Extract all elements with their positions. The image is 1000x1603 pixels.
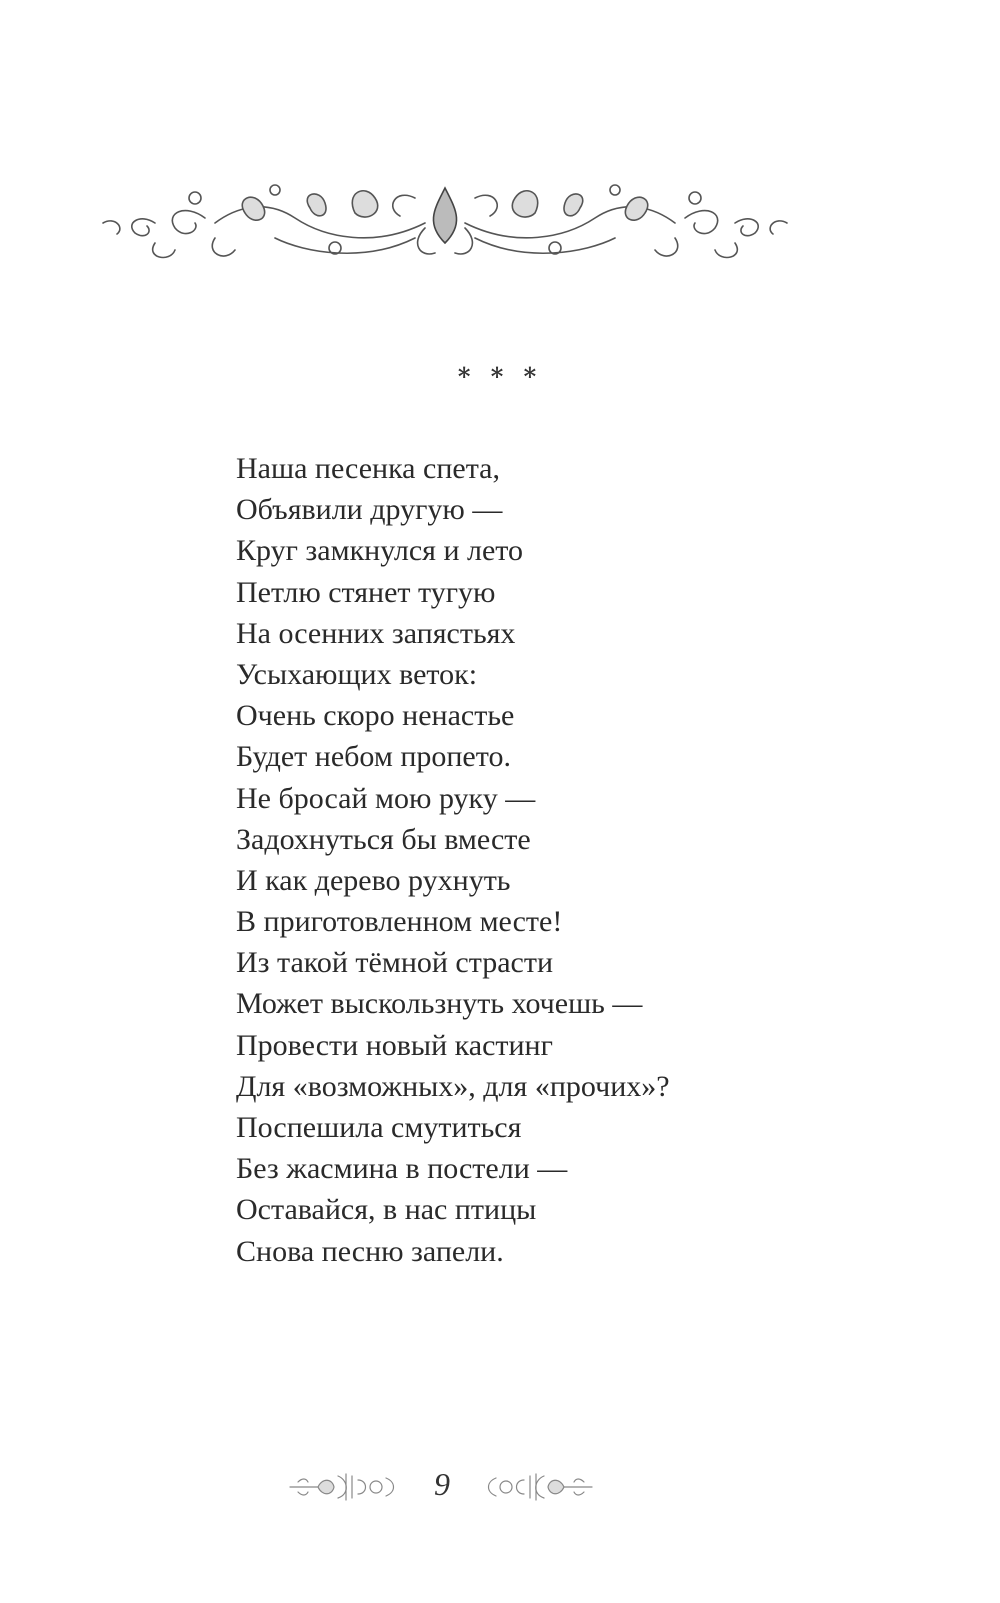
poem-line: В приготовленном месте! [236, 905, 563, 939]
poem-line: Не бросай мою руку — [236, 781, 536, 815]
poem-line: Может выскользнуть хочешь — [236, 987, 643, 1021]
floral-ornament-icon [95, 168, 795, 278]
page-number: 9 [434, 1466, 450, 1502]
poem-line: Провести новый кастинг [236, 1028, 553, 1062]
poem-line: Усыхающих веток: [236, 657, 478, 691]
footer-ornament-right-icon [484, 1470, 594, 1504]
poem-line: Снова песню запели. [236, 1234, 504, 1268]
poem-line: Круг замкнулся и лето [236, 534, 524, 568]
poem-line: Задохнуться бы вместе [236, 822, 531, 856]
footer-ornament-left-icon [288, 1470, 398, 1504]
poem-line: И как дерево рухнуть [236, 863, 511, 897]
poem-line: Оставайся, в нас птицы [236, 1193, 537, 1227]
poem-line: Наша песенка спета, [236, 452, 500, 485]
poem-line: Объявили другую — [236, 493, 503, 527]
poem-line: Из такой тёмной страсти [236, 946, 554, 980]
poem-line: На осенних запястьях [236, 616, 516, 650]
poem-line: Очень скоро ненастье [236, 699, 515, 733]
poem-line: Петлю стянет тугую [236, 575, 496, 609]
poem-text [236, 448, 670, 1272]
poem-line: Поспешила смутиться [236, 1111, 522, 1144]
page-footer [0, 1462, 1000, 1512]
poem-line: Для «возможных», для «прочих»? [236, 1069, 670, 1103]
poem-line: Будет небом пропето. [236, 740, 511, 774]
stanza-separator: * * * [457, 362, 543, 391]
poem-line: Без жасмина в постели — [236, 1152, 568, 1186]
